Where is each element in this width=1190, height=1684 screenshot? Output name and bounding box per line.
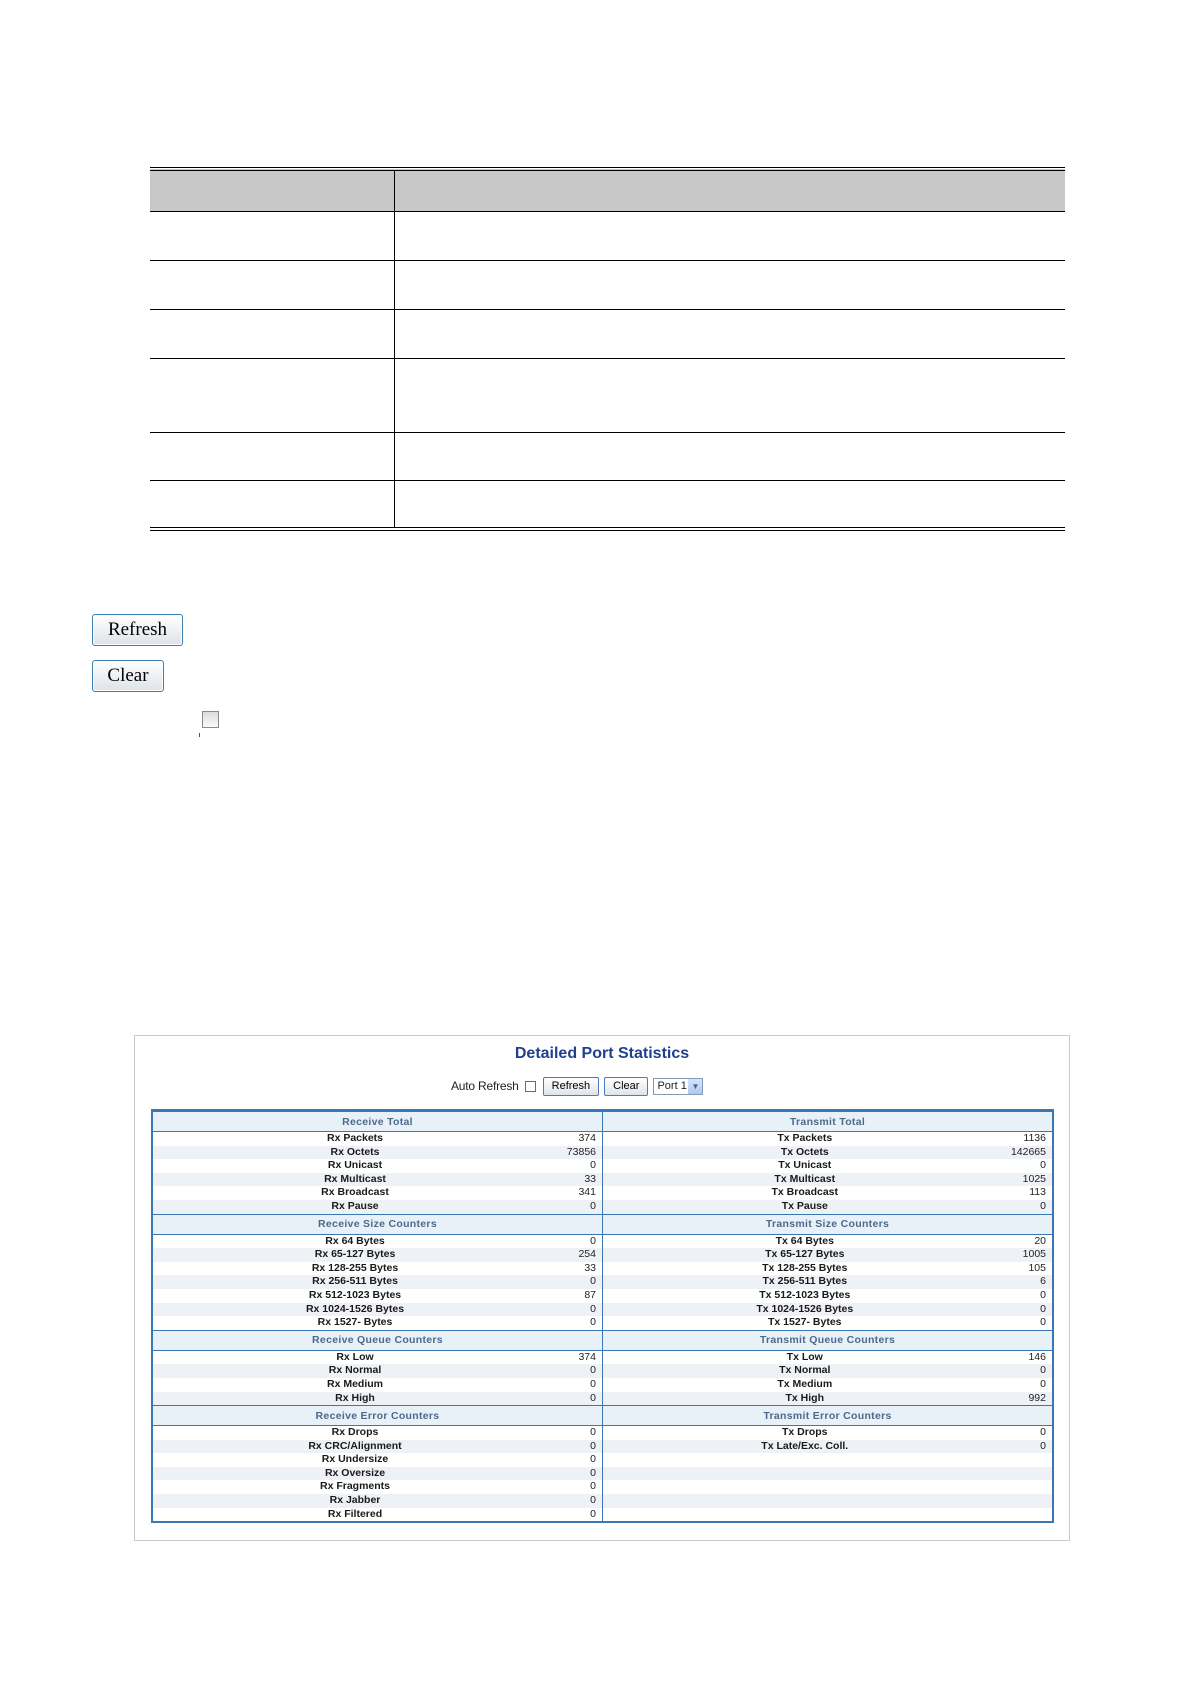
tx-counter-value — [1007, 1508, 1052, 1522]
rx-counter-value: 0 — [557, 1494, 602, 1508]
section-header-row — [153, 1406, 1052, 1426]
rx-counter-value: 0 — [557, 1159, 602, 1173]
tx-counter-value: 0 — [1007, 1200, 1052, 1214]
table-row — [153, 1289, 1052, 1303]
tx-counter-label: Tx 1527- Bytes — [767, 1316, 842, 1329]
rx-counter-label: Rx Undersize — [321, 1453, 389, 1466]
tx-counter-label: Tx Unicast — [778, 1159, 832, 1172]
tx-counter-label: Tx 1024-1526 Bytes — [603, 1303, 1007, 1317]
rx-counter-value: 0 — [557, 1275, 602, 1289]
table-row — [153, 1146, 1052, 1160]
header-cell-description — [394, 169, 1065, 212]
rx-counter-value: 0 — [557, 1364, 602, 1378]
rx-counter-value: 0 — [557, 1480, 602, 1494]
object-cell — [150, 261, 394, 310]
table-row — [150, 212, 1065, 261]
tx-counter-label: Tx High — [603, 1392, 1007, 1406]
auto-refresh-checkbox[interactable] — [202, 711, 219, 728]
table-row — [150, 359, 1065, 433]
table-row — [153, 1480, 1052, 1494]
object-cell — [150, 359, 394, 433]
section-header-row — [153, 1214, 1052, 1234]
tx-counter-value: 1136 — [1023, 1132, 1046, 1144]
tx-counter-value: 142665 — [1007, 1146, 1052, 1160]
header-cell-object — [150, 169, 394, 212]
object-cell — [150, 481, 394, 529]
table-row — [153, 1234, 1052, 1248]
tx-counter-label: Tx Late/Exc. Coll. — [603, 1440, 1007, 1454]
rx-counter-label: Rx 1024-1526 Bytes — [153, 1303, 557, 1317]
tx-counter-value: 0 — [1040, 1159, 1046, 1172]
description-cell — [394, 310, 1065, 359]
tx-counter-value: 0 — [1040, 1316, 1046, 1329]
tx-counter-value — [1007, 1494, 1052, 1508]
rx-counter-value: 0 — [557, 1467, 602, 1481]
rx-counter-value: 0 — [557, 1453, 602, 1467]
table-row — [153, 1467, 1052, 1481]
rx-counter-label: Rx Packets — [326, 1132, 384, 1144]
tx-counter-label: Tx Packets — [777, 1132, 833, 1144]
table-row — [153, 1364, 1052, 1378]
table-row — [150, 481, 1065, 529]
rx-counter-label: Rx 64 Bytes — [325, 1234, 385, 1247]
tx-counter-label: Tx Drops — [782, 1426, 828, 1439]
rx-counter-value: 0 — [557, 1378, 602, 1392]
tx-counter-label — [603, 1494, 1007, 1508]
tx-counter-value: 6 — [1007, 1275, 1052, 1289]
table-row — [153, 1440, 1052, 1454]
table-row — [153, 1159, 1052, 1173]
table-row — [150, 310, 1065, 359]
rx-counter-value: 0 — [557, 1426, 602, 1440]
rx-counter-label: Rx Low — [336, 1350, 374, 1363]
table-row — [153, 1494, 1052, 1508]
table-row — [150, 433, 1065, 481]
tx-counter-label: Tx Low — [786, 1350, 823, 1363]
table-row — [153, 1262, 1052, 1276]
object-cell — [150, 310, 394, 359]
table-row — [153, 1200, 1052, 1214]
description-cell — [394, 359, 1065, 433]
clear-button[interactable]: Clear — [92, 660, 164, 692]
rx-counter-label: Rx 512-1023 Bytes — [308, 1288, 402, 1301]
section-title-transmit: Transmit Error Counters — [603, 1406, 1053, 1426]
tx-counter-value: 1005 — [1007, 1248, 1052, 1262]
auto-refresh-checkbox[interactable] — [525, 1081, 536, 1092]
tx-counter-value — [1007, 1480, 1052, 1494]
table-row — [153, 1248, 1052, 1262]
rx-counter-value: 33 — [557, 1173, 602, 1187]
description-cell — [394, 433, 1065, 481]
tx-counter-value: 20 — [1034, 1234, 1046, 1247]
rx-counter-value: 0 — [557, 1440, 602, 1454]
rx-counter-value: 0 — [557, 1234, 602, 1248]
rx-counter-label: Rx CRC/Alignment — [153, 1440, 557, 1454]
rx-counter-label: Rx Oversize — [153, 1467, 557, 1481]
section-title-receive: Receive Size Counters — [153, 1214, 603, 1234]
table-row — [153, 1173, 1052, 1187]
clear-button[interactable]: Clear — [604, 1077, 648, 1096]
section-title-receive: Receive Total — [153, 1112, 603, 1132]
controls-bar — [451, 1076, 703, 1096]
tx-counter-label: Tx 256-511 Bytes — [603, 1275, 1007, 1289]
section-header-row — [153, 1330, 1052, 1350]
refresh-button[interactable]: Refresh — [92, 614, 183, 646]
description-cell — [394, 261, 1065, 310]
tx-counter-label — [603, 1453, 1007, 1467]
table-row — [153, 1316, 1052, 1330]
rx-counter-value: 0 — [557, 1200, 602, 1214]
chevron-down-icon: ▼ — [688, 1079, 702, 1094]
port-select[interactable] — [653, 1078, 703, 1095]
rx-counter-label: Rx Broadcast — [321, 1186, 389, 1199]
tx-counter-value: 992 — [1007, 1392, 1052, 1406]
rx-counter-value: 73856 — [557, 1146, 602, 1160]
tx-counter-label: Tx Broadcast — [771, 1186, 839, 1199]
refresh-button[interactable]: Refresh — [543, 1077, 600, 1096]
rx-counter-label: Rx 1527- Bytes — [317, 1316, 393, 1329]
rx-counter-label: Rx 65-127 Bytes — [153, 1248, 557, 1262]
tx-counter-value: 0 — [1040, 1426, 1046, 1439]
rx-counter-label: Rx Filtered — [327, 1507, 383, 1520]
tx-counter-label — [603, 1508, 1007, 1522]
tx-counter-label: Tx Multicast — [603, 1173, 1007, 1187]
description-table-header — [150, 169, 1065, 212]
rx-counter-value: 0 — [557, 1316, 602, 1330]
tx-counter-value: 105 — [1028, 1261, 1046, 1274]
tx-counter-label: Tx Pause — [603, 1200, 1007, 1214]
description-cell — [394, 481, 1065, 529]
rx-counter-label: Rx Multicast — [153, 1173, 557, 1187]
section-title-transmit: Transmit Total — [603, 1112, 1053, 1132]
tx-counter-value: 113 — [1029, 1186, 1046, 1199]
rx-counter-label: Rx Pause — [153, 1200, 557, 1214]
table-row — [153, 1508, 1052, 1522]
tx-counter-value: 0 — [1007, 1364, 1052, 1378]
tx-counter-label: Tx 128-255 Bytes — [762, 1261, 848, 1274]
rx-counter-label: Rx Normal — [153, 1364, 557, 1378]
rx-counter-label: Rx Unicast — [327, 1159, 383, 1172]
rx-counter-value: 374 — [557, 1132, 602, 1146]
section-header-row — [153, 1112, 1052, 1132]
statistics-table — [151, 1109, 1054, 1523]
rx-counter-label: Rx Fragments — [320, 1480, 391, 1493]
rx-counter-label: Rx Jabber — [153, 1494, 557, 1508]
rx-counter-label: Rx Octets — [153, 1146, 557, 1160]
page-title: Detailed Port Statistics — [514, 1045, 690, 1062]
tx-counter-value: 0 — [1040, 1377, 1046, 1390]
tx-counter-value: 146 — [1028, 1350, 1046, 1363]
rx-counter-value: 254 — [557, 1248, 602, 1262]
section-title-receive: Receive Error Counters — [153, 1406, 603, 1426]
description-table — [150, 167, 1065, 531]
object-cell — [150, 433, 394, 481]
table-row — [153, 1426, 1052, 1440]
port-select-value: Port 1 — [657, 1080, 687, 1092]
section-title-transmit: Transmit Size Counters — [603, 1214, 1053, 1234]
rx-counter-label: Rx Medium — [327, 1377, 384, 1390]
tx-counter-label — [603, 1480, 1007, 1494]
rx-counter-value: 87 — [557, 1289, 602, 1303]
table-row — [153, 1303, 1052, 1317]
table-row — [153, 1378, 1052, 1392]
rx-counter-label: Rx Drops — [331, 1426, 379, 1439]
table-row — [150, 261, 1065, 310]
rx-counter-value: 374 — [557, 1350, 602, 1364]
rx-counter-label: Rx 128-255 Bytes — [311, 1261, 399, 1274]
rx-counter-value: 0 — [557, 1392, 602, 1406]
table-row — [153, 1275, 1052, 1289]
rx-counter-value: 0 — [557, 1508, 602, 1522]
rx-counter-value: 341 — [557, 1186, 602, 1200]
section-title-transmit: Transmit Queue Counters — [603, 1330, 1053, 1350]
description-cell — [394, 212, 1065, 261]
tx-counter-label: Tx 512-1023 Bytes — [759, 1288, 851, 1301]
rx-counter-label: Rx High — [153, 1392, 557, 1406]
rx-counter-value: 33 — [557, 1262, 602, 1276]
tx-counter-label: Tx Octets — [603, 1146, 1007, 1160]
rx-counter-label: Rx 256-511 Bytes — [153, 1275, 557, 1289]
tx-counter-value: 0 — [1040, 1288, 1046, 1301]
table-row — [153, 1392, 1052, 1406]
tx-counter-value: 0 — [1007, 1303, 1052, 1317]
tx-counter-value — [1007, 1467, 1052, 1481]
tx-counter-label: Tx Normal — [603, 1364, 1007, 1378]
auto-refresh-label: Auto Refresh — [451, 1079, 519, 1093]
table-row — [153, 1350, 1052, 1364]
tx-counter-label: Tx 64 Bytes — [775, 1234, 834, 1247]
divider — [199, 733, 200, 737]
tx-counter-value: 1025 — [1007, 1173, 1052, 1187]
table-row — [153, 1132, 1052, 1146]
tx-counter-label: Tx 65-127 Bytes — [603, 1248, 1007, 1262]
tx-counter-value: 0 — [1007, 1440, 1052, 1454]
table-row — [153, 1186, 1052, 1200]
section-title-receive: Receive Queue Counters — [153, 1330, 603, 1350]
tx-counter-label: Tx Medium — [777, 1377, 833, 1390]
tx-counter-value — [1007, 1453, 1052, 1467]
detailed-port-statistics-panel — [134, 1035, 1070, 1541]
table-row — [153, 1453, 1052, 1467]
rx-counter-value: 0 — [557, 1303, 602, 1317]
tx-counter-label — [603, 1467, 1007, 1481]
object-cell — [150, 212, 394, 261]
